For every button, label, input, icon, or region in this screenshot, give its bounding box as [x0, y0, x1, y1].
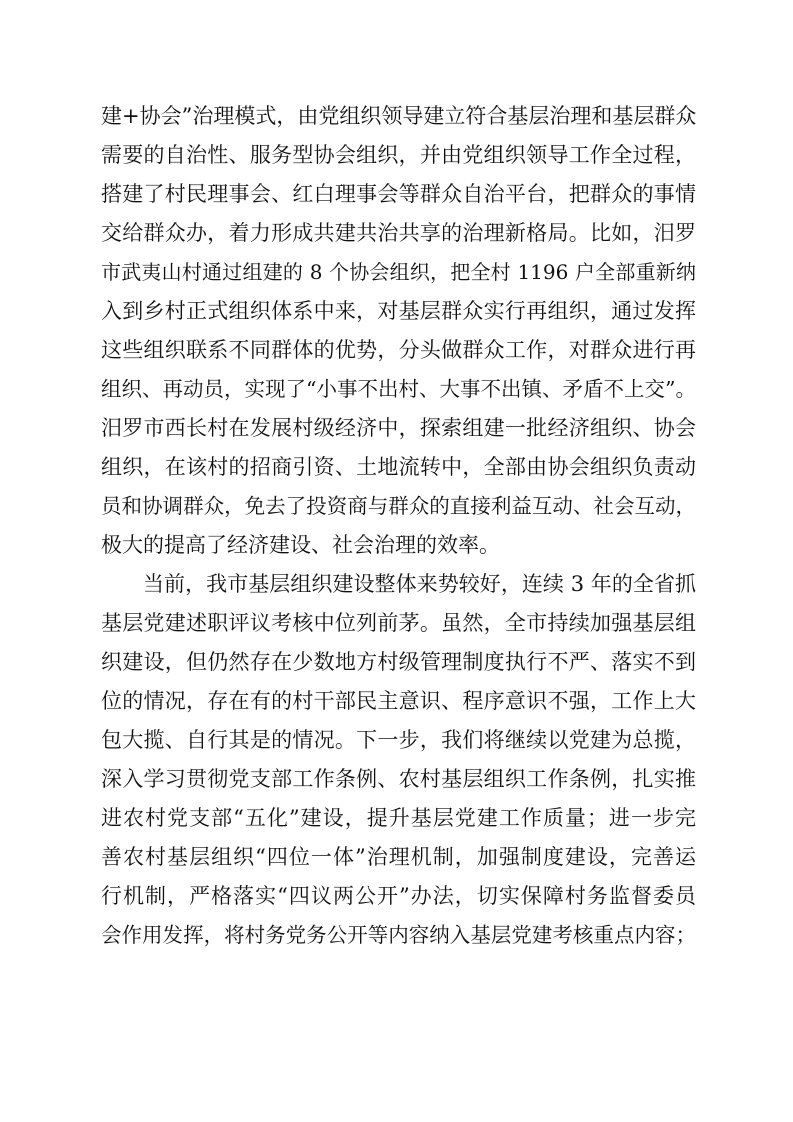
text-line: 组织，在该村的招商引资、土地流转中，全部由协会组织负责动: [101, 455, 696, 479]
text-line: 深入学习贯彻党支部工作条例、农村基层组织工作条例，扎实推: [101, 767, 696, 791]
text-line: 极大的提高了经济建设、社会治理的效率。: [101, 533, 500, 557]
text-line: 组织、再动员，实现了“小事不出村、大事不出镇、矛盾不上交”。: [101, 377, 696, 401]
body-text: [101, 97, 696, 955]
text-line: 包大揽、自行其是的情况。下一步，我们将继续以党建为总揽，: [101, 728, 696, 752]
text-line: 这些组织联系不同群体的优势，分头做群众工作，对群众进行再: [101, 338, 696, 362]
text-line: 交给群众办，着力形成共建共治共享的治理新格局。比如，汨罗: [101, 221, 696, 245]
text-line: 建+协会”治理模式，由党组织领导建立符合基层治理和基层群众: [101, 104, 696, 128]
text-line: 市武夷山村通过组建的 8 个协会组织，把全村 1196 户全部重新纳: [101, 260, 696, 284]
paragraph-2: [101, 565, 696, 955]
text-line: 需要的自治性、服务型协会组织，并由党组织领导工作全过程，: [101, 143, 696, 167]
paragraph-1: [101, 97, 696, 565]
text-line: 搭建了村民理事会、红白理事会等群众自治平台，把群众的事情: [101, 182, 696, 206]
text-line: 行机制，严格落实“四议两公开”办法，切实保障村务监督委员: [101, 884, 696, 908]
text-line: 汨罗市西长村在发展村级经济中，探索组建一批经济组织、协会: [101, 416, 696, 440]
text-line: 会作用发挥，将村务党务公开等内容纳入基层党建考核重点内容；: [101, 923, 696, 947]
text-line: 当前，我市基层组织建设整体来势较好，连续 3 年的全省抓: [143, 572, 696, 596]
text-line: 基层党建述职评议考核中位列前茅。虽然，全市持续加强基层组: [101, 611, 696, 635]
text-line: 织建设，但仍然存在少数地方村级管理制度执行不严、落实不到: [101, 650, 696, 674]
text-line: 进农村党支部“五化”建设，提升基层党建工作质量；进一步完: [101, 806, 696, 830]
text-line: 入到乡村正式组织体系中来，对基层群众实行再组织，通过发挥: [101, 299, 696, 323]
text-line: 位的情况，存在有的村干部民主意识、程序意识不强，工作上大: [101, 689, 696, 713]
text-line: 善农村基层组织“四位一体”治理机制，加强制度建设，完善运: [101, 845, 696, 869]
text-line: 员和协调群众，免去了投资商与群众的直接利益互动、社会互动，: [101, 494, 696, 518]
